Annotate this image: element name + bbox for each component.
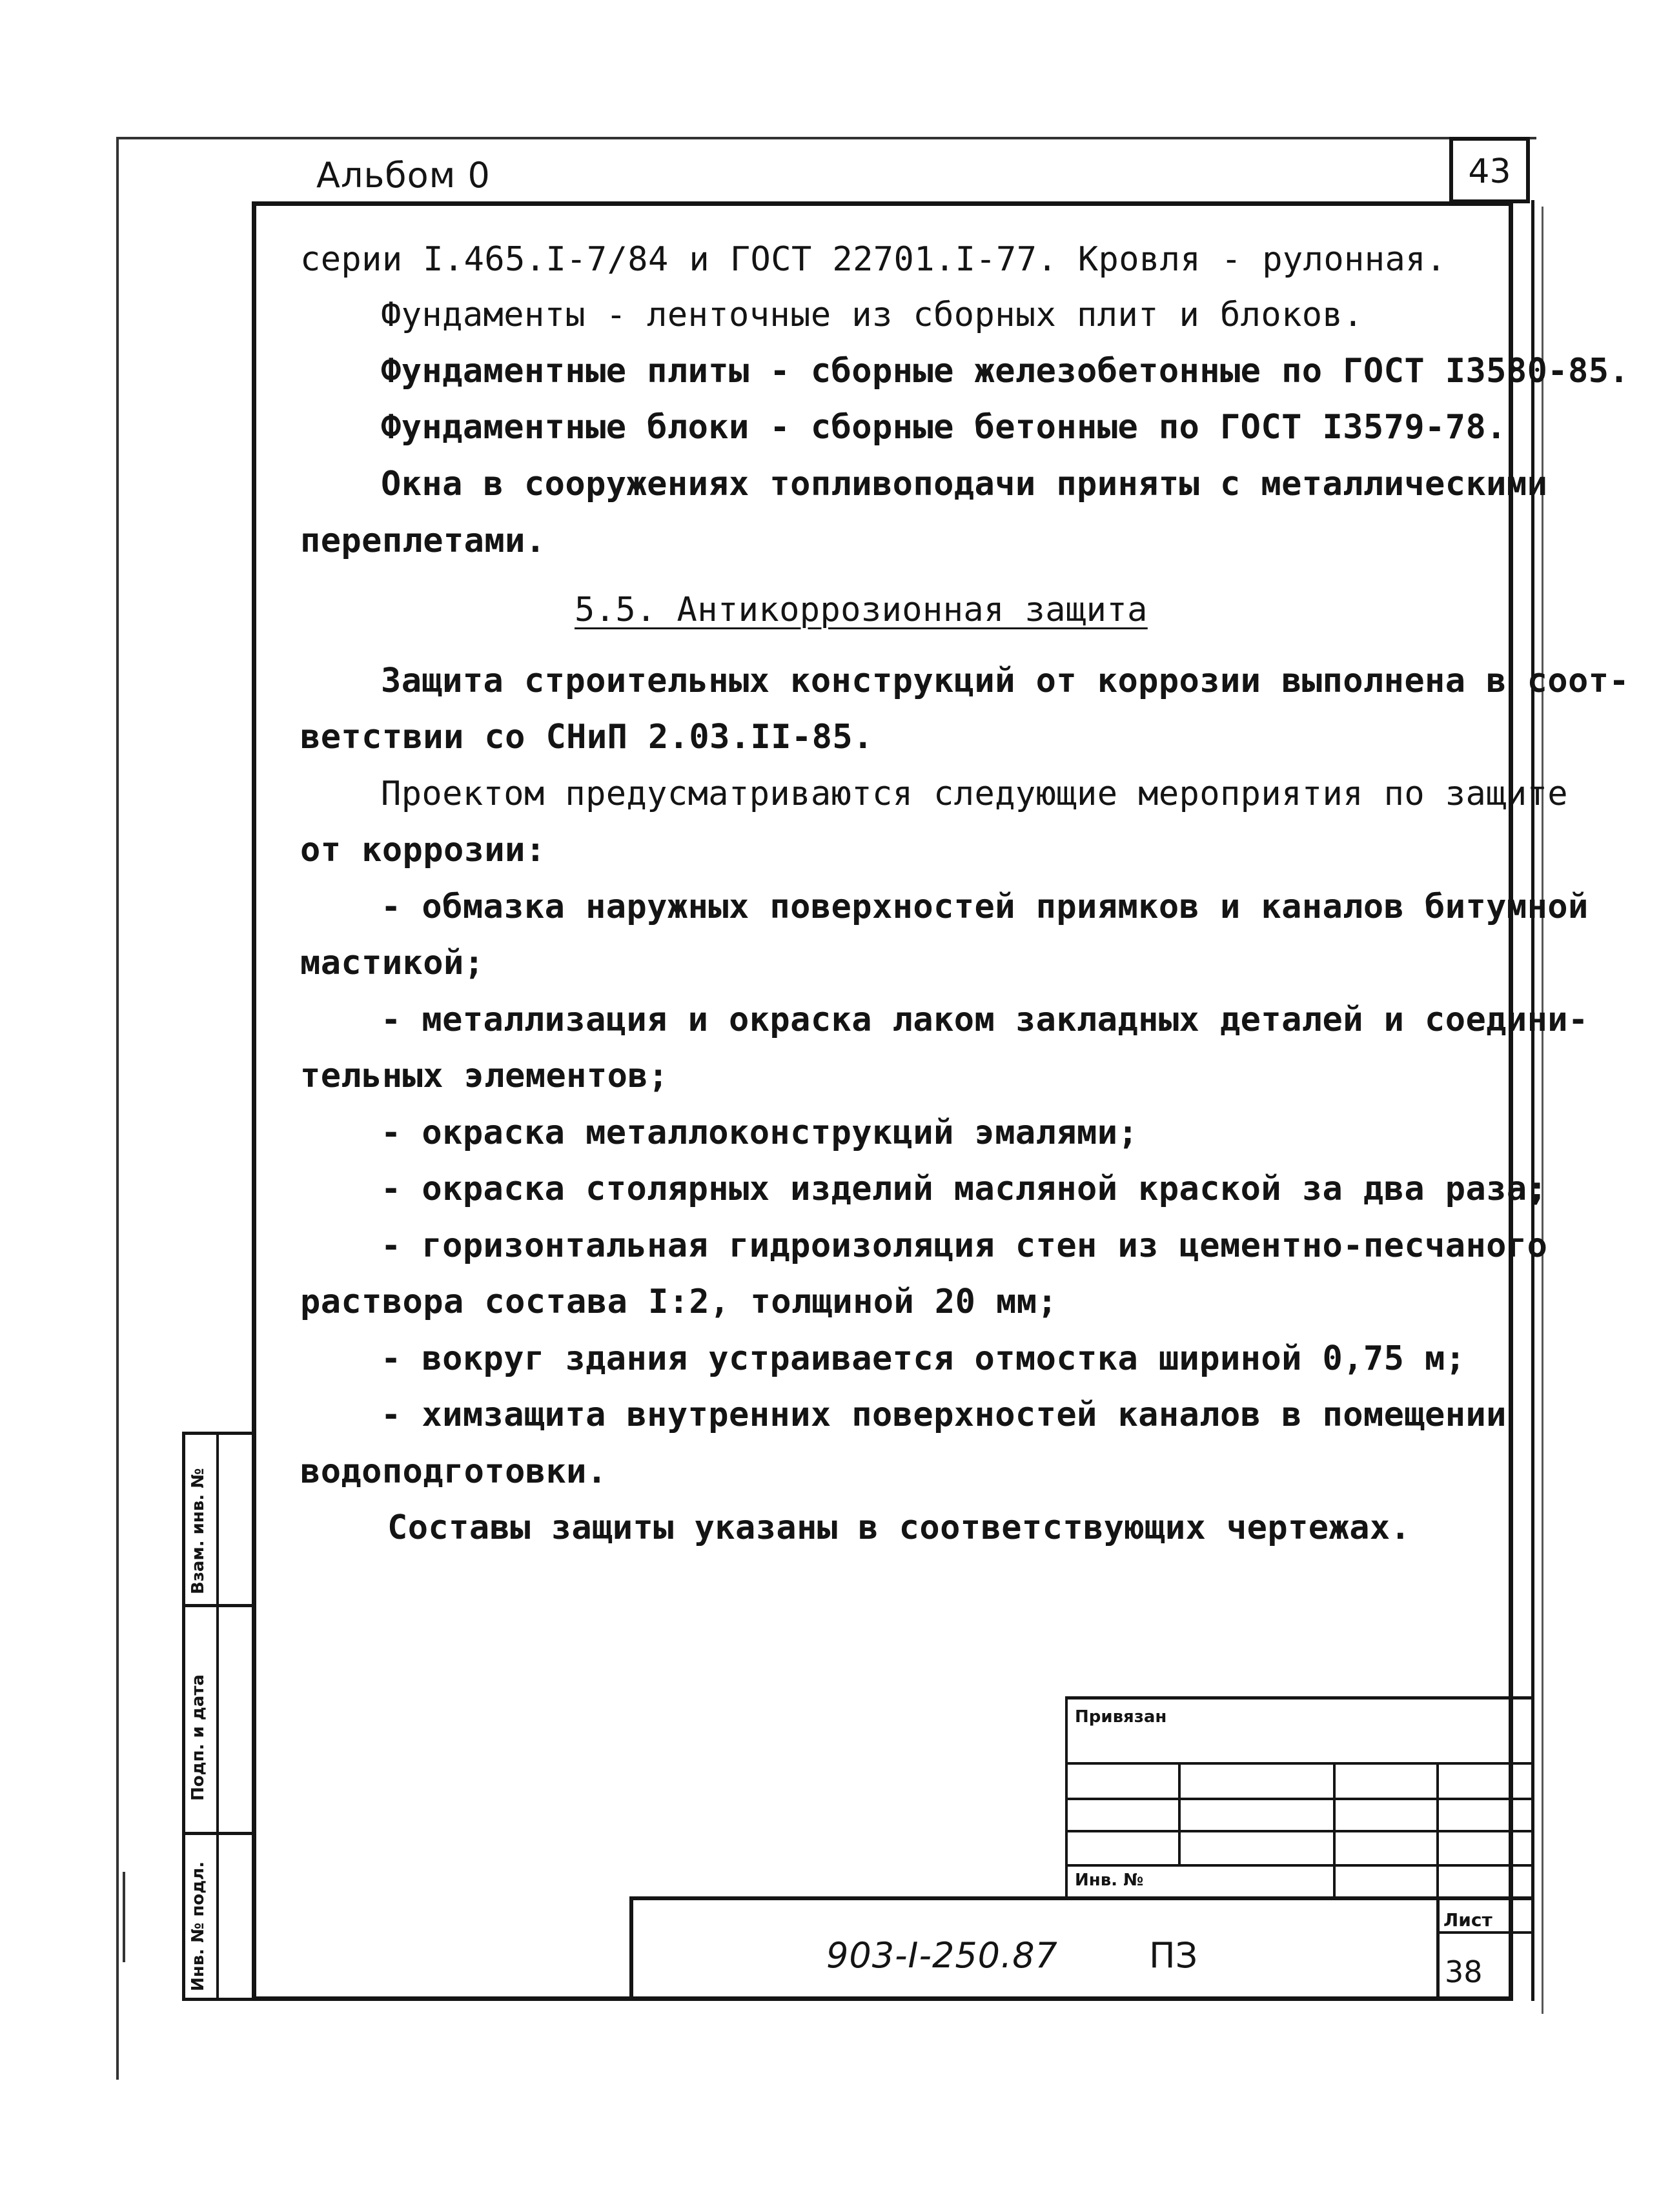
text-line: - металлизация и окраска лаком закладных деталей и соедини- <box>381 1000 1589 1039</box>
text-line: - окраска металлоконструкций эмалями; <box>381 1113 1139 1152</box>
document-type: ПЗ <box>1149 1935 1198 1976</box>
sheet-outer-top-border <box>116 137 1536 139</box>
main-stamp-top-line <box>629 1896 1533 1900</box>
section-heading: 5.5. Антикоррозионная защита <box>575 591 1148 629</box>
text-line: водоподготовки. <box>300 1452 607 1491</box>
text-line: Защита строительных конструкций от коррозии выполнена в соот- <box>381 662 1630 700</box>
text-line: раствора состава I:2, толщиной 20 мм; <box>300 1283 1058 1321</box>
title-block-top-line <box>1065 1696 1533 1700</box>
privyazan-label: Привязан <box>1075 1707 1167 1727</box>
text-line: Окна в сооружениях топливоподачи приняты с металлическими <box>381 465 1548 503</box>
stamp-column-top-line <box>182 1432 253 1435</box>
text-line: мастикой; <box>300 944 485 982</box>
sheet-cell-left-line <box>1436 1896 1440 2001</box>
text-line: Фундаментные блоки - сборные бетонные по ГОСТ I3579-78. <box>381 408 1507 447</box>
page-number: 43 <box>1468 152 1511 191</box>
stamp-label-inv-podl: Инв. № подл. <box>188 1861 208 1991</box>
text-line: Проектом предусматриваются следующие мероприятия по защите <box>381 775 1568 813</box>
stamp-column-left-line <box>182 1432 185 2001</box>
text-line: - обмазка наружных поверхностей приямков и каналов битумной <box>381 888 1589 926</box>
title-block-col-line-3 <box>1436 1762 1439 1898</box>
text-line: Фундаменты - ленточные из сборных плит и блоков. <box>381 296 1363 334</box>
text-line: - окраска столярных изделий масляной краской за два раза; <box>381 1170 1548 1208</box>
text-line: Фундаментные плиты - сборные железобетонные по ГОСТ I3580-85. <box>381 352 1630 391</box>
stamp-column-bottom-line <box>182 1998 253 2001</box>
title-block-row-line-1 <box>1065 1762 1533 1765</box>
document-code: 903-I-250.87 <box>826 1935 1058 1976</box>
stamp-column-divider-1 <box>182 1604 253 1607</box>
stamp-column-divider-2 <box>182 1832 253 1835</box>
text-line: серии I.465.I-7/84 и ГОСТ 22701.I-77. Кровля - рулонная. <box>300 240 1447 279</box>
main-stamp-left-line <box>629 1896 633 2001</box>
title-block-row-line-3 <box>1065 1830 1533 1832</box>
sheet-cell-divider <box>1436 1931 1533 1934</box>
text-line: - химзащита внутренних поверхностей каналов в помещении <box>381 1395 1507 1434</box>
inv-no-label: Инв. № <box>1075 1871 1144 1890</box>
title-block-row-line-4 <box>1065 1864 1533 1867</box>
sheet-left-tick <box>123 1872 125 1962</box>
sheet-label: Лист <box>1443 1909 1492 1931</box>
text-line: тельных элементов; <box>300 1057 669 1095</box>
title-block-col-line-1 <box>1178 1762 1181 1864</box>
text-line: - горизонтальная гидроизоляция стен из цементно-песчаного <box>381 1226 1548 1265</box>
text-line: - вокруг здания устраивается отмостка шириной 0,75 м; <box>381 1339 1466 1378</box>
stamp-column-mid-line <box>216 1432 219 2001</box>
title-block-row-line-2 <box>1065 1798 1533 1800</box>
title-block-col-line-2 <box>1333 1762 1336 1898</box>
album-title: Альбом 0 <box>316 155 491 196</box>
stamp-label-podp-data: Подп. и дата <box>188 1674 208 1801</box>
sheet-number: 38 <box>1445 1954 1483 1989</box>
stamp-label-vzam-inv: Взам. инв. № <box>188 1468 208 1594</box>
text-line: Составы защиты указаны в соответствующих чертежах. <box>387 1508 1411 1547</box>
sheet-outer-left-border <box>116 137 119 2080</box>
text-line: переплетами. <box>300 522 546 560</box>
text-line: от коррозии: <box>300 831 546 869</box>
text-line: ветствии со СНиП 2.03.II-85. <box>300 718 873 756</box>
